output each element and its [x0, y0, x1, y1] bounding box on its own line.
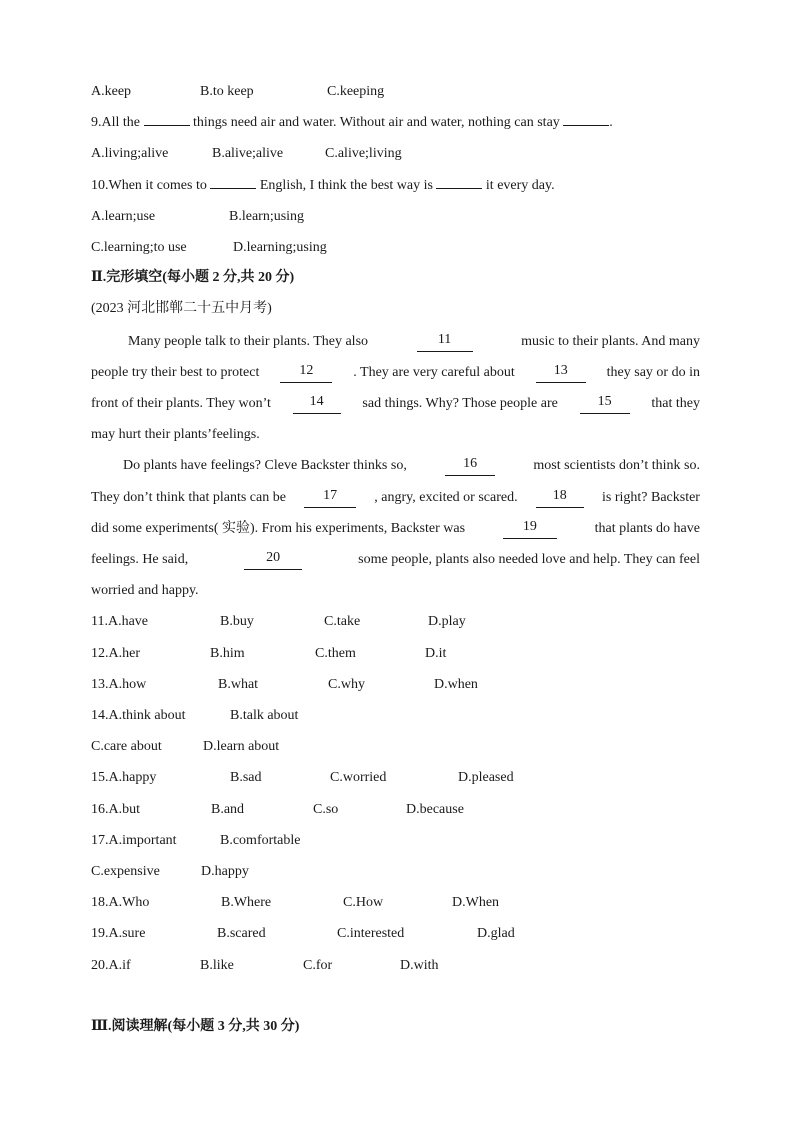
q12-option-d: D.it	[425, 646, 447, 661]
section-3-title: Ⅲ.阅读理解(每小题 3 分,共 30 分)	[91, 1019, 300, 1034]
q10-blank-1	[210, 188, 256, 189]
passage-text: did some experiments( 实验). From his experiments, Backster was	[91, 521, 466, 536]
q9-stem	[91, 113, 613, 133]
section-2-source: (2023 河北邯郸二十五中月考)	[91, 301, 272, 316]
blank-11: 11	[417, 332, 473, 352]
q11-option-a: 11.A.have	[91, 614, 149, 629]
q13-option-d: D.when	[434, 677, 478, 692]
blank-14: 14	[293, 394, 341, 414]
q14-option-b: B.talk about	[230, 708, 299, 723]
q8-option-c: C.keeping	[327, 84, 385, 99]
q12-option-b: B.him	[210, 646, 245, 661]
passage-p2-line-2	[91, 488, 700, 508]
q20-option-c: C.for	[303, 958, 333, 973]
q15-option-c: C.worried	[330, 770, 387, 785]
passage-text: Do plants have feelings? Cleve Backster thinks so,	[123, 458, 407, 473]
q9-text-3: .	[609, 115, 613, 130]
q10-stem	[91, 176, 555, 196]
q17-option-b: B.comfortable	[220, 833, 301, 848]
q13-option-b: B.what	[218, 677, 259, 692]
q10-text-2: English, I think the best way is	[259, 178, 433, 193]
q9-text-2: things need air and water. Without air and water, nothing can stay	[193, 115, 560, 130]
q9-option-b: B.alive;alive	[212, 146, 284, 161]
q19-option-a: 19.A.sure	[91, 926, 146, 941]
passage-text: feelings. He said,	[91, 552, 189, 567]
q17-option-c: C.expensive	[91, 864, 160, 879]
q13-option-a: 13.A.how	[91, 677, 147, 692]
q10-text-1: 10.When it comes to	[91, 178, 207, 193]
passage-text: sad things. Why? Those people are	[362, 396, 558, 411]
q15-option-a: 15.A.happy	[91, 770, 157, 785]
passage-text: . They are very careful about	[353, 365, 515, 380]
q11-option-b: B.buy	[220, 614, 254, 629]
passage-text: They don’t think that plants can be	[91, 490, 286, 505]
q19-option-d: D.glad	[477, 926, 515, 941]
blank-13: 13	[536, 363, 586, 383]
q10-option-d: D.learning;using	[233, 240, 327, 255]
passage-text: some people, plants also needed love and help. They can feel	[358, 552, 700, 567]
q17-option-d: D.happy	[201, 864, 249, 879]
q10-option-c: C.learning;to use	[91, 240, 187, 255]
passage-p1-line-4: may hurt their plants’feelings.	[91, 427, 260, 442]
q12-option-a: 12.A.her	[91, 646, 140, 661]
q9-option-a: A.living;alive	[91, 146, 169, 161]
passage-p2-line-3	[91, 519, 700, 539]
q9-option-c: C.alive;living	[325, 146, 402, 161]
q16-option-c: C.so	[313, 802, 339, 817]
passage-p1-line-3	[91, 394, 700, 414]
q11-option-c: C.take	[324, 614, 361, 629]
q15-option-d: D.pleased	[458, 770, 514, 785]
q11-option-d: D.play	[428, 614, 466, 629]
blank-19: 19	[503, 519, 557, 539]
passage-text: that plants do have	[594, 521, 700, 536]
passage-text: most scientists don’t think so.	[533, 458, 700, 473]
q14-option-c: C.care about	[91, 739, 162, 754]
passage-text: is right? Backster	[601, 490, 700, 505]
q18-option-d: D.When	[452, 895, 500, 910]
section-2-title: Ⅱ.完形填空(每小题 2 分,共 20 分)	[91, 270, 295, 285]
blank-17: 17	[304, 488, 356, 508]
passage-text: people try their best to protect	[91, 365, 260, 380]
passage-text: that they	[651, 396, 700, 411]
blank-12: 12	[280, 363, 332, 383]
passage-text: they say or do in	[606, 365, 700, 380]
q17-option-a: 17.A.important	[91, 833, 177, 848]
q10-option-a: A.learn;use	[91, 209, 156, 224]
q16-option-d: D.because	[406, 802, 464, 817]
q9-text-1: 9.All the	[91, 115, 140, 130]
q9-blank-1	[144, 125, 190, 126]
passage-p1-line-2	[91, 363, 700, 383]
q20-option-d: D.with	[400, 958, 439, 973]
q14-option-d: D.learn about	[203, 739, 280, 754]
q15-option-b: B.sad	[230, 770, 262, 785]
q19-option-b: B.scared	[217, 926, 266, 941]
q9-blank-2	[563, 125, 609, 126]
passage-text: front of their plants. They won’t	[91, 396, 271, 411]
blank-18: 18	[536, 488, 584, 508]
q16-option-a: 16.A.but	[91, 802, 140, 817]
blank-20: 20	[244, 550, 302, 570]
blank-15: 15	[580, 394, 630, 414]
passage-text: Many people talk to their plants. They also	[128, 334, 369, 349]
q18-option-a: 18.A.Who	[91, 895, 150, 910]
q18-option-b: B.Where	[221, 895, 272, 910]
q14-option-a: 14.A.think about	[91, 708, 186, 723]
q12-option-c: C.them	[315, 646, 356, 661]
q10-blank-2	[436, 188, 482, 189]
q8-option-b: B.to keep	[200, 84, 254, 99]
q18-option-c: C.How	[343, 895, 384, 910]
q19-option-c: C.interested	[337, 926, 405, 941]
q13-option-c: C.why	[328, 677, 365, 692]
q20-option-b: B.like	[200, 958, 234, 973]
passage-text: , angry, excited or scared.	[374, 490, 518, 505]
passage-p2-line-1	[91, 456, 700, 476]
blank-16: 16	[445, 456, 495, 476]
passage-text: music to their plants. And many	[521, 334, 700, 349]
q8-option-a: A.keep	[91, 84, 132, 99]
q10-text-3: it every day.	[485, 178, 555, 193]
q20-option-a: 20.A.if	[91, 958, 131, 973]
passage-p2-line-4	[91, 550, 700, 570]
passage-p1-line-1	[91, 332, 700, 352]
passage-p2-line-5: worried and happy.	[91, 583, 199, 598]
q16-option-b: B.and	[211, 802, 245, 817]
q10-option-b: B.learn;using	[229, 209, 305, 224]
